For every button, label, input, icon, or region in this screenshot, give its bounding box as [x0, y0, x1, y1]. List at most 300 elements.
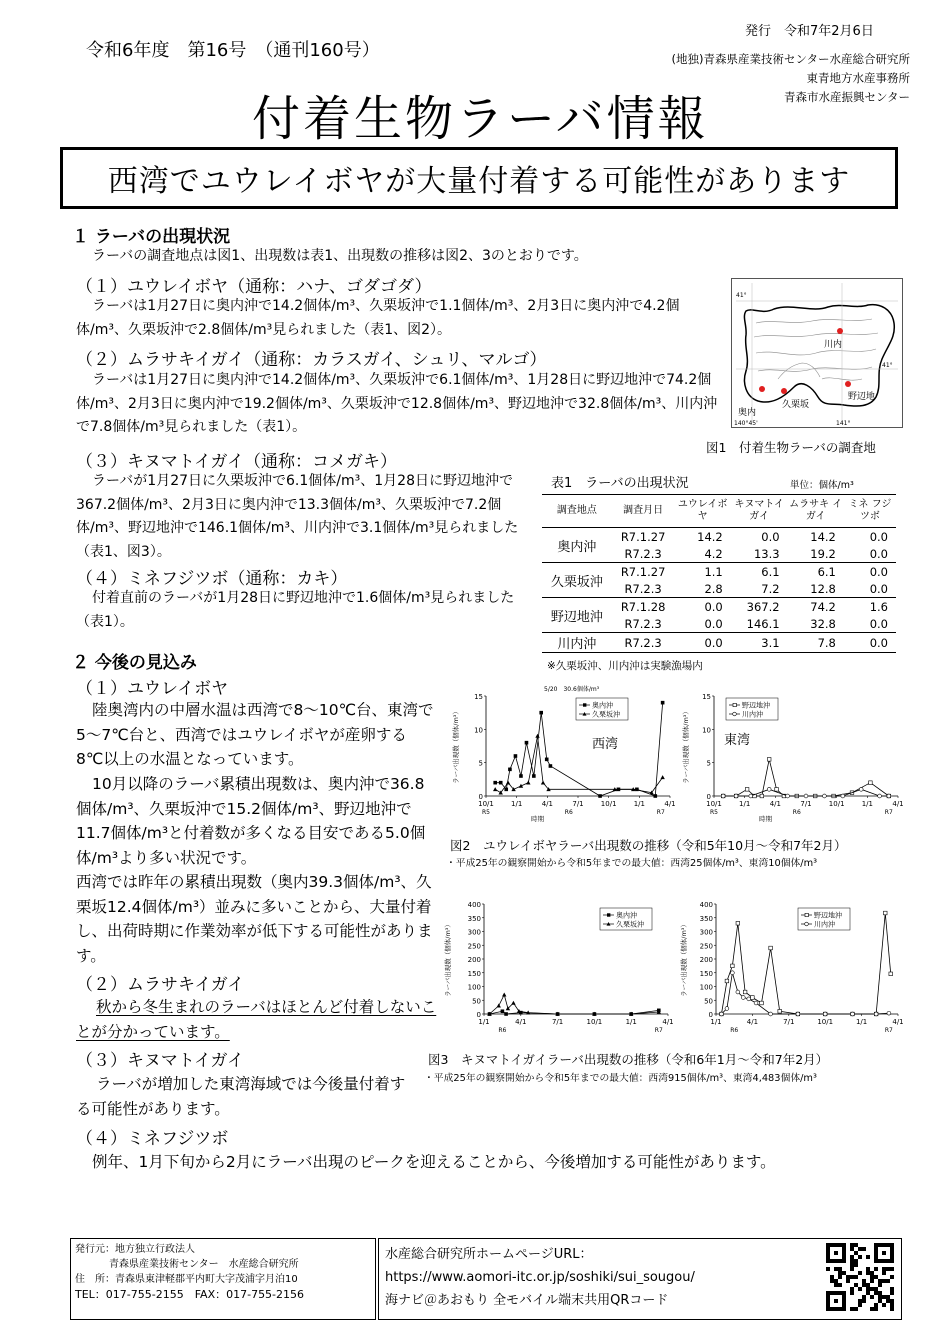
bay-label: 西湾	[592, 737, 619, 752]
qr-module	[866, 1271, 870, 1275]
x-tick-label: 10/1	[706, 800, 722, 808]
y-tick-label: 10	[474, 726, 483, 735]
legend-label: 奥内沖	[616, 911, 637, 920]
table1-unit: 単位：個体/m³	[790, 480, 854, 491]
fig2-east-chart	[678, 684, 904, 832]
qr-module	[854, 1243, 858, 1247]
data-point	[731, 964, 735, 968]
legend-label: 野辺地沖	[742, 701, 770, 710]
qr-module	[878, 1283, 882, 1287]
data-point	[660, 775, 664, 779]
section1-intro: ラーバの調査地点は図1、出現数は表1、出現数の推移は図2、3のとおりです。	[92, 248, 588, 264]
qr-module	[866, 1255, 870, 1259]
series-line	[495, 736, 662, 793]
qr-module	[854, 1275, 858, 1279]
data-point	[734, 794, 738, 798]
homepage-url[interactable]: https://www.aomori-itc.or.jp/soshiki/sui_sougou/	[385, 1270, 695, 1285]
qr-module	[830, 1275, 834, 1279]
qr-module	[858, 1299, 862, 1303]
qr-module	[890, 1291, 894, 1295]
data-point	[541, 780, 545, 784]
x-tick-label: 10/1	[478, 800, 494, 808]
data-point	[823, 1012, 827, 1016]
data-point	[889, 972, 893, 976]
station-cell: 奥内沖	[557, 539, 597, 555]
qr-module	[878, 1291, 882, 1295]
x-year-label: R6	[730, 1027, 739, 1034]
legend-marker	[733, 703, 736, 706]
data-point	[754, 1001, 758, 1005]
x-tick-label: 1/1	[861, 800, 873, 808]
data-point	[504, 788, 508, 792]
data-point	[743, 990, 747, 994]
date-cell: R7.2.3	[624, 616, 662, 631]
qr-module	[878, 1295, 882, 1299]
qr-module	[870, 1279, 874, 1283]
table-row	[542, 598, 896, 616]
s1-sub4-heading: （４）ミネフジツボ（通称：カキ）	[76, 569, 348, 589]
fig3-west-chart	[440, 896, 676, 1036]
data-point	[786, 794, 790, 798]
map-degree-label: 140°45'	[734, 420, 758, 427]
data-point	[725, 1007, 729, 1011]
y-tick-label: 0	[478, 793, 483, 801]
x-tick-label: 7/1	[572, 800, 584, 808]
qr-module	[850, 1267, 854, 1271]
table-row	[542, 528, 896, 546]
map-label: 川内	[824, 340, 843, 350]
x-year-label: R5	[710, 809, 718, 816]
x-tick-label: 4/1	[746, 1018, 759, 1026]
data-point	[736, 990, 740, 994]
data-point	[539, 711, 543, 715]
s2-sub1-p2b: 西湾では昨年の累積出現数（奥内39.3個体/m³、久栗坂12.4個体/m³）並みに多いことから、大量付着し、出荷時期に作業効率が低下する可能性があります。	[76, 873, 433, 965]
value-cell: 14.2	[810, 529, 836, 544]
s2-sub1-p1: 陸奥湾内の中層水温は西湾で8～10℃台、東湾で5～7℃台と、西湾ではユウレイボヤが産卵する8℃以上の水温となっています。	[76, 701, 434, 768]
map-degree-label: 141°	[836, 420, 851, 427]
y-tick-label: 15	[702, 693, 711, 701]
value-cell: 19.2	[810, 546, 836, 561]
data-point	[499, 781, 503, 785]
y-tick-label: 400	[699, 901, 713, 909]
qr-module	[870, 1287, 874, 1291]
fig2-caption: 図2 ユウレイボヤラーバ出現数の推移（令和5年10月～令和7年2月）	[450, 838, 847, 853]
data-point	[730, 971, 734, 975]
map-label: 奥内	[738, 408, 757, 418]
s2-sub1-heading: （１）ユウレイボヤ	[76, 679, 229, 699]
y-tick-label: 300	[699, 928, 713, 937]
table-row	[542, 563, 896, 581]
x-year-label: R7	[654, 1027, 663, 1034]
section2-heading: ２ 今後の見込み	[72, 653, 197, 673]
value-cell: 0.0	[869, 546, 888, 561]
value-cell: 0.0	[869, 616, 888, 631]
col-header: 調査月日	[612, 495, 675, 528]
qr-module	[890, 1299, 894, 1303]
station-cell: 久栗坂沖	[542, 563, 612, 598]
legend-marker	[583, 703, 586, 706]
data-point	[502, 993, 506, 997]
qr-module	[862, 1247, 866, 1251]
x-year-label: R6	[498, 1027, 507, 1034]
y-tick-label: 350	[467, 914, 481, 923]
fig3-east-chart	[676, 896, 904, 1036]
fig2-note: ・平成25年の観察開始から令和5年までの最大値：西湾25個体/m³、東湾10個体/m³	[446, 858, 818, 869]
y-tick-label: 5	[706, 759, 711, 768]
qr-module	[874, 1303, 878, 1307]
qr-module	[846, 1279, 850, 1283]
date-cell: R7.1.28	[612, 598, 675, 616]
data-point	[519, 784, 523, 788]
data-point	[887, 794, 891, 798]
data-point	[796, 1012, 800, 1016]
x-tick-label: 1/1	[625, 1018, 637, 1026]
data-point	[751, 996, 755, 1000]
x-tick-label: 1/1	[511, 800, 523, 808]
data-point	[653, 794, 657, 798]
qr-module	[870, 1275, 874, 1279]
legend-label: 川内沖	[814, 920, 835, 929]
section1-heading: １ ラーバの出現状況	[72, 227, 231, 247]
value-cell: 12.8	[810, 581, 836, 596]
data-point	[736, 921, 740, 925]
qr-module	[850, 1287, 854, 1291]
qr-module	[850, 1243, 854, 1247]
s2-sub2-text: 秋から冬生まれのラーバはほとんど付着しないことが分かっています。	[76, 998, 437, 1041]
issue-number: 令和6年度 第16号 （通刊160号）	[86, 40, 380, 61]
qr-module	[882, 1267, 886, 1271]
qr-module	[858, 1247, 862, 1251]
data-point	[883, 911, 887, 915]
table1-note: ※久栗坂沖、川内沖は実験漁場内	[547, 660, 703, 672]
fig3-note: ・平成25年の観察開始から令和5年までの最大値：西湾915個体/m³、東湾4,483個体/m³	[424, 1073, 817, 1084]
x-tick-label: 4/1	[664, 800, 676, 808]
survey-map	[731, 278, 903, 428]
map-degree-label: 41°	[882, 362, 893, 369]
data-point	[511, 1001, 515, 1005]
y-tick-label: 150	[699, 969, 713, 978]
data-point	[747, 997, 751, 1001]
qr-module	[874, 1267, 878, 1271]
qr-module	[838, 1267, 842, 1271]
x-tick-label: 1/1	[633, 800, 645, 808]
legend-marker	[733, 712, 737, 716]
bay-map-drawing	[732, 279, 902, 427]
y-tick-label: 150	[467, 969, 481, 978]
qr-module	[890, 1267, 894, 1271]
fig2-west-chart	[448, 684, 678, 832]
value-cell: 0.0	[844, 633, 896, 653]
y-tick-label: 250	[467, 942, 481, 951]
table-header-row	[542, 495, 896, 528]
y-tick-label: 10	[702, 726, 711, 735]
legend-label: 奥内沖	[592, 701, 613, 710]
x-tick-label: 10/1	[817, 1018, 834, 1026]
qr-module	[846, 1275, 850, 1279]
y-tick-label: 200	[467, 956, 481, 964]
data-point	[526, 780, 530, 784]
data-point	[769, 1012, 773, 1016]
legend-marker	[805, 913, 808, 916]
value-cell: 3.1	[731, 633, 788, 653]
qr-module	[870, 1307, 874, 1311]
y-axis-label: ラーバ出現数（個体/m³）	[452, 708, 460, 784]
data-point	[741, 996, 745, 1000]
value-cell: 0.0	[869, 581, 888, 596]
data-point	[804, 794, 808, 798]
table1-title: 表1 ラーバの出現状況	[551, 476, 689, 491]
data-point	[721, 794, 725, 798]
value-cell: 146.1	[746, 616, 780, 631]
data-point	[532, 774, 536, 778]
data-point	[661, 701, 665, 705]
data-point	[506, 780, 510, 784]
qr-module	[874, 1287, 878, 1291]
y-tick-label: 100	[699, 983, 713, 992]
data-point	[749, 794, 753, 798]
s2-sub4-text: 例年、1月下旬から2月にラーバ出現のピークを迎えることから、今後増加する可能性があります。	[92, 1153, 776, 1171]
x-year-label: R6	[792, 809, 801, 816]
y-axis-label: ラーバ出現数（個体/m³）	[680, 921, 688, 997]
value-cell: 6.1	[788, 563, 844, 581]
y-tick-label: 0	[476, 1011, 481, 1019]
data-point	[598, 794, 602, 798]
qr-module	[890, 1307, 894, 1311]
value-cell: 0.0	[674, 598, 730, 616]
y-tick-label: 200	[699, 956, 713, 964]
date-cell: R7.1.27	[620, 529, 666, 544]
headline: 西湾でユウレイボヤが大量付着する可能性があります	[107, 164, 851, 199]
data-point	[549, 764, 553, 768]
data-point	[778, 1009, 782, 1013]
data-point	[508, 768, 512, 772]
data-point	[519, 774, 523, 778]
value-cell: 6.1	[731, 563, 788, 581]
qr-module	[886, 1299, 890, 1303]
x-tick-label: 1/1	[739, 800, 751, 808]
value-cell: 7.8	[788, 633, 844, 653]
qr-module	[858, 1255, 862, 1259]
qr-module	[834, 1283, 838, 1287]
data-point	[720, 1012, 724, 1016]
bay-label: 東湾	[724, 733, 751, 748]
qr-module	[878, 1279, 882, 1283]
map-label: 久栗坂	[782, 400, 810, 410]
y-tick-label: 50	[472, 997, 481, 1006]
qr-module	[866, 1287, 870, 1291]
s2-sub2-heading: （２）ムラサキイガイ	[76, 975, 245, 995]
data-point	[493, 781, 497, 785]
data-point	[501, 1009, 505, 1013]
value-cell: 0.0	[761, 529, 780, 544]
qr-finder-dot	[834, 1299, 838, 1303]
qr-module	[886, 1295, 890, 1299]
footer-web-box	[378, 1238, 902, 1320]
x-year-label: R7	[656, 809, 665, 816]
map-caption: 図1 付着生物ラーバの調査地	[706, 440, 876, 455]
x-tick-label: 4/1	[662, 1018, 674, 1026]
value-cell: 367.2	[731, 598, 788, 616]
qr-module	[882, 1295, 886, 1299]
qr-module	[862, 1283, 866, 1287]
qr-module	[866, 1283, 870, 1287]
qr-module	[834, 1267, 838, 1271]
date-cell: R7.2.3	[624, 581, 662, 596]
larvae-table	[542, 494, 896, 653]
y-tick-label: 250	[699, 942, 713, 951]
qr-module	[838, 1271, 842, 1275]
s1-sub3-heading: （３）キヌマトイガイ（通称：コメガキ）	[76, 452, 397, 472]
x-tick-label: 4/1	[892, 1018, 904, 1026]
publisher-label: 発行元：地方独立行政法人	[75, 1244, 195, 1255]
value-cell: 1.6	[844, 598, 896, 616]
legend-marker	[805, 922, 809, 926]
s1-sub1-text: ラーバは1月27日に奥内沖で14.2個体/m³、久栗坂沖で1.1個体/m³、2月3日に奥内沖で4.2個体/m³、久栗坂沖で2.8個体/m³見られました（表1、図2）。	[76, 298, 680, 338]
qr-module	[850, 1263, 854, 1267]
col-header: ムラサキ イガイ	[788, 495, 844, 528]
legend-label: 久栗坂沖	[616, 920, 644, 929]
s1-sub2-text: ラーバは1月27日に奥内沖で14.2個体/m³、久栗坂沖で6.1個体/m³、1月28日に野辺地沖で74.2個体/m³、2月3日に奥内沖で19.2個体/m³、久栗坂沖で12.8個体/m³、野辺地沖で32.8個体/m³、川内沖で7.8個体/m³見られました（表1）。	[76, 372, 718, 435]
data-point	[760, 1001, 764, 1005]
fig3-caption: 図3 キヌマトイガイラーバ出現数の推移（令和6年1月～令和7年2月）	[428, 1052, 829, 1067]
map-label: 野辺地	[848, 392, 876, 402]
y-axis-label: ラーバ出現数（個体/m³）	[444, 921, 452, 997]
x-year-label: R6	[564, 809, 573, 816]
org-line: (地独)青森県産業技術センター水産総合研究所	[671, 52, 910, 66]
y-tick-label: 400	[467, 901, 481, 909]
value-cell: 74.2	[788, 598, 844, 616]
date-cell: R7.2.3	[612, 633, 675, 653]
s1-sub2-heading: （２）ムラサキイガイ（通称：カラスガイ、シュリ、マルゴ）	[76, 350, 547, 370]
qr-module	[890, 1303, 894, 1307]
qr-module	[858, 1287, 862, 1291]
qr-module	[850, 1259, 854, 1263]
value-cell: 0.0	[704, 616, 723, 631]
qr-module	[886, 1267, 890, 1271]
value-cell: 14.2	[697, 529, 723, 544]
value-cell: 1.1	[674, 563, 730, 581]
data-point	[767, 787, 771, 791]
qr-module	[862, 1295, 866, 1299]
qr-module	[854, 1283, 858, 1287]
qr-module	[878, 1299, 882, 1303]
qr-module	[854, 1259, 858, 1263]
data-point	[887, 1011, 891, 1015]
value-cell: 0.0	[674, 633, 730, 653]
qr-module	[842, 1271, 846, 1275]
y-axis-label: ラーバ出現数（個体/m³）	[682, 708, 690, 784]
qr-module	[890, 1287, 894, 1291]
y-tick-label: 300	[467, 928, 481, 937]
s1-sub1-heading: （１）ユウレイボヤ（通称：ハナ、ゴダゴダ）	[76, 277, 432, 297]
qr-finder-dot	[882, 1251, 886, 1255]
homepage-label: 水産総合研究所ホームページURL：	[385, 1247, 593, 1262]
y-tick-label: 0	[708, 1011, 713, 1019]
x-tick-label: 1/1	[710, 1018, 722, 1026]
station-cell: 川内沖	[542, 633, 612, 653]
data-point	[874, 1012, 878, 1016]
value-cell: 0.0	[869, 529, 888, 544]
publish-date: 発行 令和7年2月6日	[745, 24, 874, 39]
data-point	[497, 1004, 501, 1008]
page-title: 付着生物ラーバ情報	[252, 91, 709, 147]
station-cell: 野辺地沖	[542, 598, 612, 633]
qr-module	[882, 1271, 886, 1275]
data-point	[745, 788, 749, 792]
value-cell: 13.3	[753, 546, 780, 561]
qr-module	[826, 1267, 830, 1271]
data-point	[525, 741, 529, 745]
x-tick-label: 7/1	[800, 800, 812, 808]
qr-module	[866, 1267, 870, 1271]
peak-annotation: 5/20 30.6個体/m³	[544, 686, 600, 693]
qr-module	[850, 1247, 854, 1251]
qr-module	[854, 1307, 858, 1311]
qr-module	[862, 1279, 866, 1283]
publisher-phone: TEL：017-755-2155 FAX：017-755-2156	[75, 1288, 305, 1301]
table-row	[542, 633, 896, 653]
legend-marker	[607, 913, 610, 916]
data-point	[504, 1012, 508, 1016]
org-line: 東青地方水産事務所	[806, 71, 910, 85]
date-cell: R7.1.27	[612, 563, 675, 581]
qr-finder-dot	[834, 1251, 838, 1255]
data-point	[760, 794, 764, 798]
date-cell: R7.2.3	[624, 546, 662, 561]
qr-code-icon[interactable]	[826, 1243, 894, 1311]
qr-module	[830, 1279, 834, 1283]
qr-module	[882, 1303, 886, 1307]
x-year-label: R7	[884, 809, 893, 816]
qr-module	[850, 1307, 854, 1311]
s2-sub3-text: ラーバが増加した東湾海域では今後量付着する可能性があります。	[76, 1075, 406, 1118]
x-tick-label: 4/1	[769, 800, 781, 808]
value-cell: 2.8	[704, 581, 723, 596]
x-tick-label: 4/1	[515, 1018, 527, 1026]
y-tick-label: 0	[706, 793, 711, 801]
qr-module	[850, 1255, 854, 1259]
data-point	[878, 794, 882, 798]
qr-module	[854, 1263, 858, 1267]
x-tick-label: 7/1	[783, 1018, 795, 1026]
y-tick-label: 50	[704, 997, 713, 1006]
qr-module	[838, 1283, 842, 1287]
qr-module	[866, 1291, 870, 1295]
qr-module	[854, 1251, 858, 1255]
qr-module	[874, 1307, 878, 1311]
qr-module	[834, 1279, 838, 1283]
qr-module	[890, 1275, 894, 1279]
qr-module	[858, 1303, 862, 1307]
col-header: ミネ フジツボ	[844, 495, 896, 528]
map-degree-label: 41°	[736, 292, 747, 299]
data-point	[859, 787, 863, 791]
data-point	[769, 946, 773, 950]
col-header: ユウレイボヤ	[674, 495, 730, 528]
x-tick-label: 10/1	[586, 1018, 603, 1026]
qr-label: 海ナビ＠あおもり 全モバイル端末共用QRコード	[385, 1293, 669, 1308]
qr-module	[838, 1275, 842, 1279]
s1-sub3-text: ラーバが1月27日に久栗坂沖で6.1個体/m³、1月28日に野辺地沖で367.2個体/m³、2月3日に奥内沖で13.3個体/m³、久栗坂沖で7.2個体/m³、野辺地沖で146.1個体/m³、川内沖で3.1個体/m³見られました（表1、図3）。	[76, 473, 519, 560]
data-point	[514, 754, 518, 758]
publisher-name: 青森県産業技術センター 水産総合研究所	[109, 1259, 299, 1270]
x-axis-label: 時期	[759, 815, 773, 823]
qr-module	[850, 1291, 854, 1295]
data-point	[767, 758, 771, 762]
qr-module	[874, 1275, 878, 1279]
qr-module	[874, 1291, 878, 1295]
value-cell: 4.2	[704, 546, 723, 561]
